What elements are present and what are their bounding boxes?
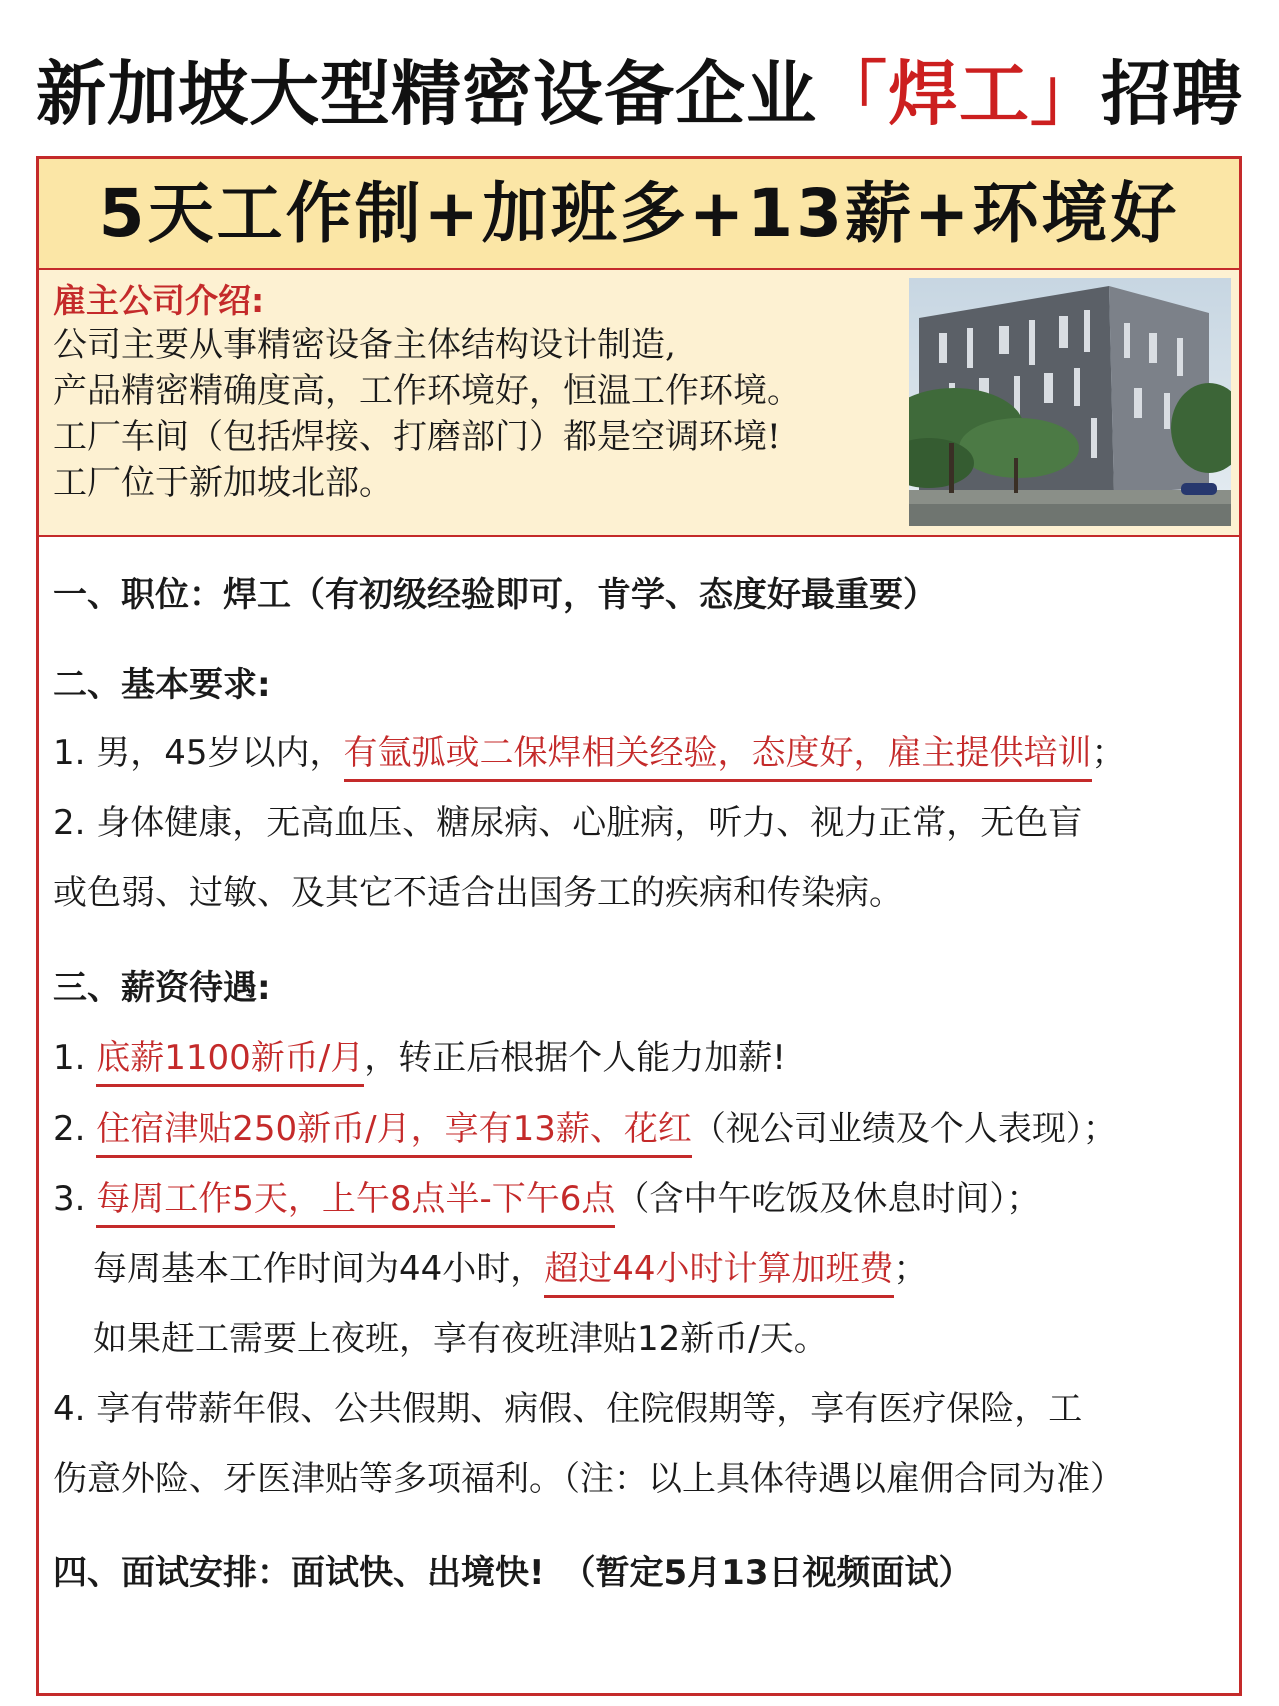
requirement-1-suffix: ；: [1091, 733, 1126, 773]
salary-item-3-highlight: 每周工作5天，上午8点半-下午6点: [96, 1179, 615, 1228]
salary-item-2: [53, 1101, 1117, 1150]
salary-item-3-line-2-prefix: 每周基本工作时间为44小时，: [93, 1249, 545, 1289]
salary-item-3-line-2-highlight: 超过44小时计算加班费: [544, 1249, 893, 1298]
company-intro-line: 工厂位于新加坡北部。: [53, 463, 393, 503]
salary-item-3-line-2-suffix: ；: [893, 1249, 928, 1289]
salary-heading: 三、薪资待遇:: [53, 968, 271, 1008]
salary-item-1: [53, 1030, 786, 1079]
company-intro-line: 产品精密精确度高，工作环境好，恒温工作环境。: [53, 371, 801, 411]
benefits-banner: 5天工作制+加班多+13薪+环境好: [39, 159, 1239, 270]
requirement-2-line-2: 或色弱、过敏、及其它不适合出国务工的疾病和传染病。: [53, 873, 903, 913]
company-intro-text: [53, 280, 913, 506]
interview-line: 四、面试安排：面试快、出境快! （暂定5月13日视频面试）: [53, 1553, 973, 1593]
page-title: [0, 38, 1279, 139]
salary-item-1-rest: ，转正后根据个人能力加薪!: [364, 1038, 786, 1078]
salary-item-4-line-2: 伤意外险、牙医津贴等多项福利。（注：以上具体待遇以雇佣合同为准）: [53, 1459, 1124, 1499]
title-suffix: 招聘: [1101, 53, 1243, 135]
company-intro-line: 工厂车间（包括焊接、打磨部门）都是空调环境!: [53, 417, 781, 457]
salary-item-3-line-2: [93, 1241, 928, 1290]
title-prefix: 新加坡大型精密设备企业: [36, 53, 817, 135]
company-intro-section: [39, 270, 1239, 537]
requirement-1-prefix: 1. 男，45岁以内，: [53, 733, 344, 773]
factory-building-illustration: [909, 278, 1231, 526]
salary-item-2-number: 2.: [53, 1109, 97, 1149]
job-posting-frame: [36, 156, 1242, 1696]
requirements-heading: 二、基本要求:: [53, 665, 271, 705]
salary-item-1-number: 1.: [53, 1038, 97, 1078]
salary-item-1-highlight: 底薪1100新币/月: [96, 1038, 364, 1087]
requirement-2-line-1: 2. 身体健康，无高血压、糖尿病、心脏病，听力、视力正常，无色盲: [53, 803, 1083, 843]
salary-item-3-line-3: 如果赶工需要上夜班，享有夜班津贴12新币/天。: [93, 1319, 828, 1359]
position-line: 一、职位：焊工（有初级经验即可，肯学、态度好最重要）: [53, 575, 937, 615]
salary-item-2-highlight: 住宿津贴250新币/月，享有13薪、花红: [96, 1109, 692, 1158]
requirement-1-highlight: 有氩弧或二保焊相关经验，态度好，雇主提供培训: [344, 733, 1092, 782]
title-highlight: 「焊工」: [817, 53, 1101, 135]
company-intro-line: 公司主要从事精密设备主体结构设计制造,: [53, 325, 676, 365]
salary-item-2-rest: （视公司业绩及个人表现）；: [691, 1109, 1117, 1149]
salary-item-3-number: 3.: [53, 1179, 97, 1219]
salary-item-3: [53, 1171, 1040, 1220]
salary-item-3-rest: （含中午吃饭及休息时间）；: [615, 1179, 1041, 1219]
factory-building-photo: [909, 278, 1231, 526]
company-intro-heading: 雇主公司介绍:: [53, 281, 265, 320]
salary-item-4-line-1: 4. 享有带薪年假、公共假期、病假、住院假期等，享有医疗保险，工: [53, 1389, 1083, 1429]
requirement-1: [53, 725, 1126, 774]
